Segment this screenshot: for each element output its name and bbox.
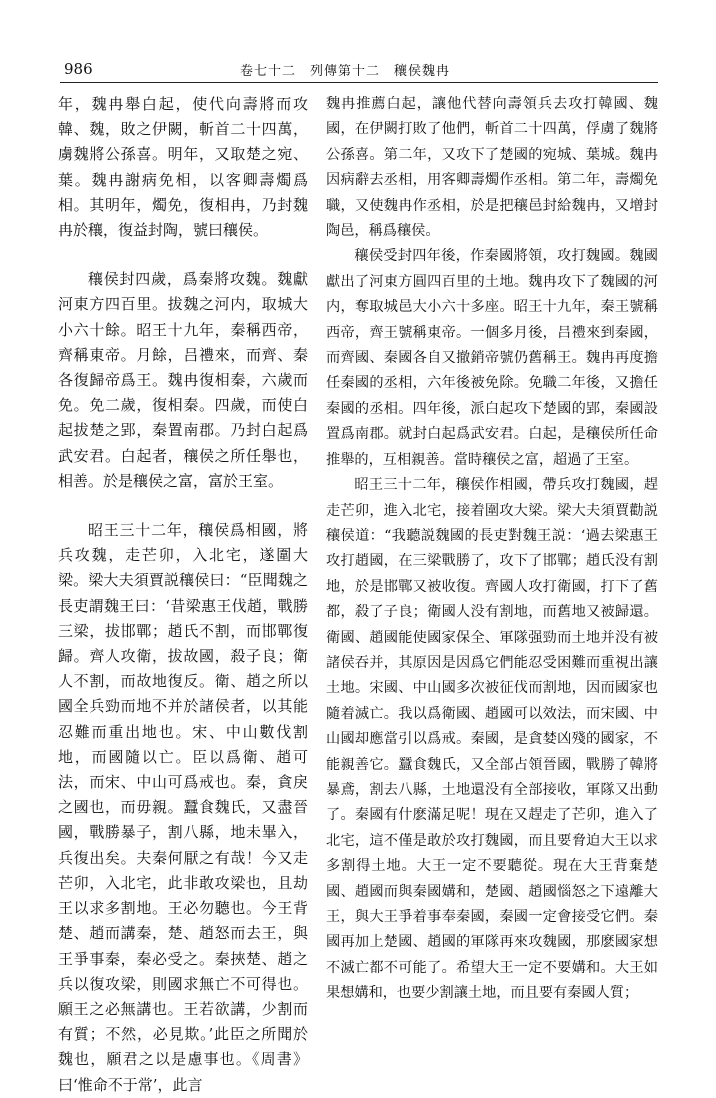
translation-column xyxy=(326,92,658,1007)
running-title: 卷七十二 列傳第十二 穰侯魏冉 xyxy=(240,64,451,79)
translation-paragraph-3: 昭王三十二年，穰侯作相國，帶兵攻打魏國，趕走芒卯，進入北宅，接着圍攻大梁。梁大夫須賈勸説穰侯道：“我聽説魏國的長吏對魏王説：‘過去梁惠王攻打趙國，在三梁戰勝了，攻下了邯鄲；趙氏没有割地，於是邯鄲又被收復。齊國人攻打衛國，打下了舊都，殺了子良；衛國人没有割地，而舊地又被歸還。衛國、趙國能使國家保全、軍隊强勁而土地并没有被諸侯吞并，其原因是因爲它們能忍受困難而重視出讓土地。宋國、中山國多次被征伐而割地，因而國家也隨着滅亡。我以爲衛國、趙國可以效法，而宋國、中山國却應當引以爲戒。秦國，是貪婪凶殘的國家，不能親善它。蠶食魏氏，又全部占領晉國，戰勝了韓將暴鳶，割去八縣，土地還没有全部接收，軍隊又出動了。秦國有什麽滿足呢！現在又趕走了芒卯，進入了北宅，這不僅是敢於攻打魏國，而且要脅迫大王以求多割得土地。大王一定不要聽從。現在大王背棄楚國、趙國而與秦國媾和，楚國、趙國惱怒之下遠離大王，與大王爭着事奉秦國，秦國一定會接受它們。秦國再加上楚國、趙國的軍隊再來攻魏國，那麽國家想不滅亡都不可能了。希望大王一定不要媾和。大王如果想媾和，也要少割讓土地，而且要有秦國人質； xyxy=(326,477,658,1002)
translation-paragraph-2: 穰侯受封四年後，作秦國將領，攻打魏國。魏國獻出了河東方圓四百里的土地。魏冉攻下了魏國的河内，奪取城邑大小六十多座。昭王十九年，秦王號稱西帝，齊王號稱東帝。一個多月後，吕禮來到秦國，而齊國、秦國各自又撤銷帝號仍舊稱王。魏冉再度擔任秦國的丞相，六年後被免除。免職二年後，又擔任秦國的丞相。四年後，派白起攻下楚國的郢，秦國設置爲南郡。就封白起爲武安君。白起，是穰侯所任命推舉的，互相親善。當時穰侯之富，超過了王室。 xyxy=(326,248,658,468)
original-paragraph-2: 穰侯封四歲，爲秦將攻魏。魏獻河東方四百里。拔魏之河内，取城大小六十餘。昭王十九年，秦稱西帝，齊稱東帝。月餘，吕禮來，而齊、秦各復歸帝爲王。魏冉復相秦，六歲而免。免二歲，復相秦。四歲，而使白起拔楚之郢，秦置南郡。乃封白起爲武安君。白起者，穰侯之所任舉也，相善。於是穰侯之富，富於王室。 xyxy=(58,270,308,490)
page-number: 986 xyxy=(64,60,93,78)
header-rule xyxy=(60,82,658,83)
original-text-column xyxy=(58,92,308,1098)
page-header xyxy=(0,0,716,80)
translation-paragraph-1: 魏冉推薦白起，讓他代替向壽領兵去攻打韓國、魏國，在伊闕打敗了他們，斬首二十四萬，俘虜了魏將公孫喜。第二年，又攻下了楚國的宛城、葉城。魏冉因病辭去丞相，用客卿壽燭作丞相。第二年，壽燭免職，又使魏冉作丞相，於是把穰邑封給魏冉，又增封陶邑，稱爲穰侯。 xyxy=(326,96,658,240)
original-paragraph-3: 昭王三十二年，穰侯爲相國，將兵攻魏，走芒卯，入北宅，遂圍大梁。梁大夫須賈説穰侯曰：“臣聞魏之長吏謂魏王曰：‘昔梁惠王伐趙，戰勝三梁，拔邯鄲；趙氏不割，而邯鄲復歸。齊人攻衛，拔故國，殺子良；衛人不割，而故地復反。衛、趙之所以國全兵勁而地不并於諸侯者，以其能忍難而重出地也。宋、中山數伐割地，而國隨以亡。臣以爲衛、趙可法，而宋、中山可爲戒也。秦，貪戾之國也，而毋親。蠶食魏氏，又盡晉國，戰勝暴子，割八縣，地未畢入，兵復出矣。夫秦何厭之有哉！今又走芒卯，入北宅，此非敢攻梁也，且劫王以求多割地。王必勿聽也。今王背楚、趙而講秦，楚、趙怒而去王，與王爭事秦，秦必受之。秦挾楚、趙之兵以復攻梁，則國求無亡不可得也。願王之必無講也。王若欲講，少割而有質；不然，必見欺。’此臣之所聞於魏也，願君之以是慮事也。《周書》曰‘惟命不于常’，此言 xyxy=(58,521,308,1094)
original-paragraph-1: 年，魏冉舉白起，使代向壽將而攻韓、魏，敗之伊闕，斬首二十四萬，虜魏將公孫喜。明年，又取楚之宛、葉。魏冉謝病免相，以客卿壽燭爲相。其明年，燭免，復相冉，乃封魏冉於穰，復益封陶，號曰穰侯。 xyxy=(58,95,308,240)
